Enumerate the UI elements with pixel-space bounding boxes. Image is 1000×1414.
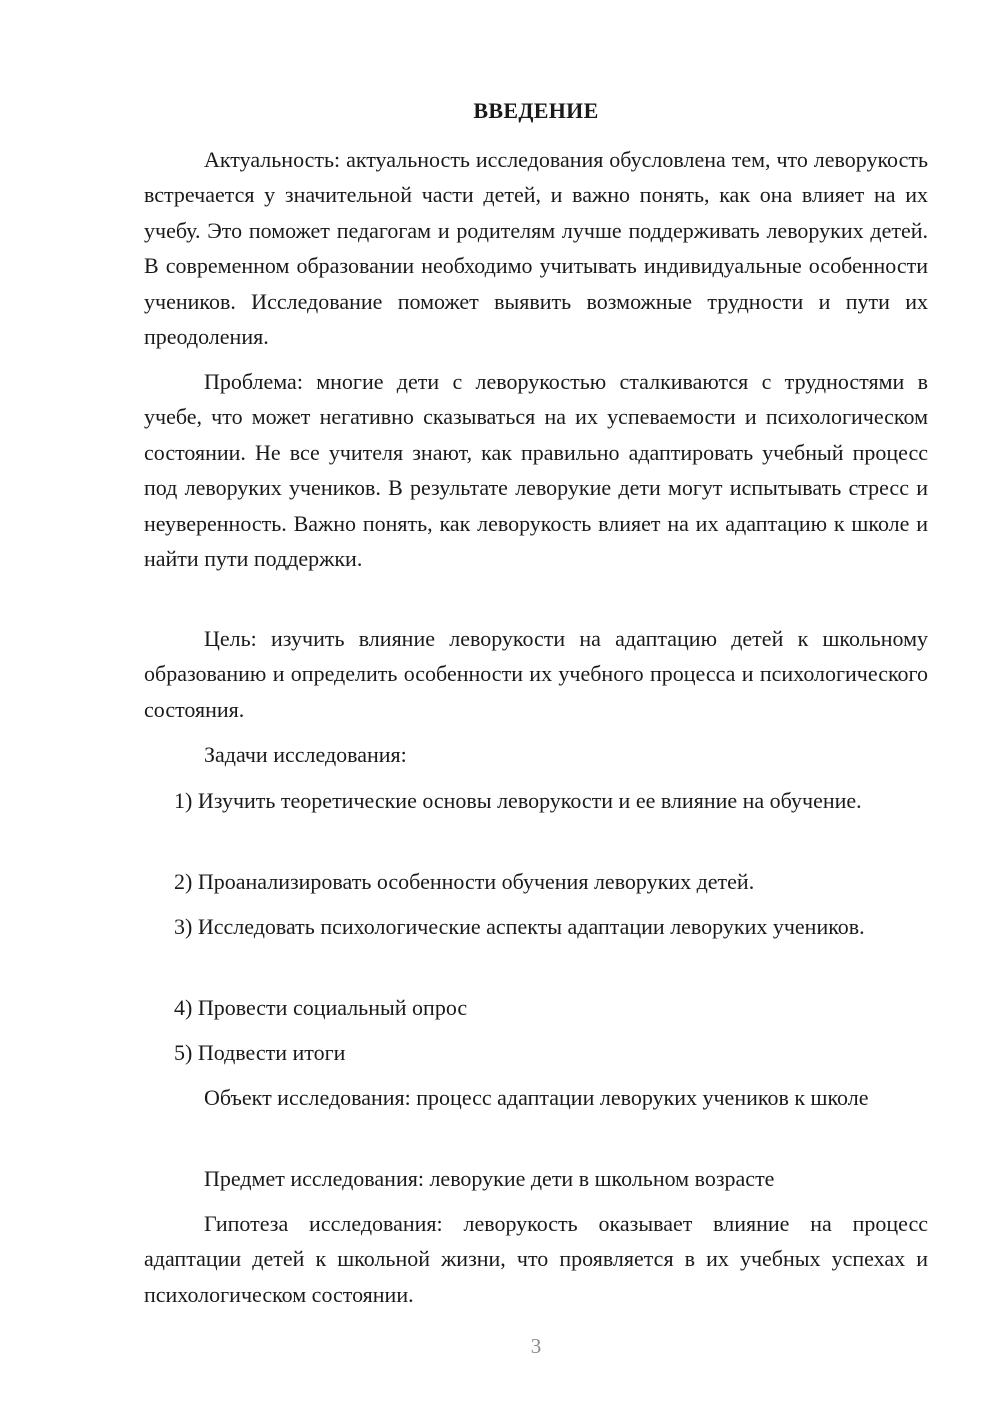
paragraph-goal: Цель: изучить влияние леворукости на адаптацию детей к школьному образованию и определить особенности их учебного процесса и психологического состояния.: [144, 626, 928, 722]
task-item-4: 4) Провести социальный опрос: [174, 995, 468, 1020]
paragraph-problem: Проблема: многие дети с леворукостью сталкиваются с трудностями в учебе, что может негативно сказываться на их успеваемости и психологическом состоянии. Не все учителя знают, как правильно адаптировать учебный процесс под леворуких учеников. В результате леворукие дети могут испытывать стресс и неуверенность. Важно понять, как леворукость влияет на их адаптацию к школе и найти пути поддержки.: [144, 369, 928, 572]
paragraph-hypothesis: Гипотеза исследования: леворукость оказывает влияние на процесс адаптации детей к школьной жизни, что проявляется в их учебных успехах и психологическом состоянии.: [144, 1211, 928, 1307]
paragraph-object: Объект исследования: процесс адаптации леворуких учеников к школе: [204, 1085, 869, 1110]
task-item-5: 5) Подвести итоги: [174, 1040, 346, 1065]
task-item-2: 2) Проанализировать особенности обучения леворуких детей.: [174, 869, 755, 894]
task-item-1: 1) Изучить теоретические основы леворукости и ее влияние на обучение.: [174, 788, 862, 813]
paragraph-subject: Предмет исследования: леворукие дети в школьном возрасте: [204, 1166, 775, 1191]
section-heading: ВВЕДЕНИЕ: [473, 98, 599, 123]
tasks-title: Задачи исследования:: [204, 742, 407, 767]
task-item-3: 3) Исследовать психологические аспекты адаптации леворуких учеников.: [174, 914, 865, 939]
page-number: 3: [530, 1334, 542, 1358]
document-page: [144, 0, 928, 1414]
paragraph-relevance: Актуальность: актуальность исследования обусловлена тем, что леворукость встречается у значительной части детей, и важно понять, как она влияет на их учебу. Это поможет педагогам и родителям лучше поддерживать леворуких детей. В современном образовании необходимо учитывать индивидуальные особенности учеников. Исследование поможет выявить возможные трудности и пути их преодоления.: [144, 147, 928, 350]
